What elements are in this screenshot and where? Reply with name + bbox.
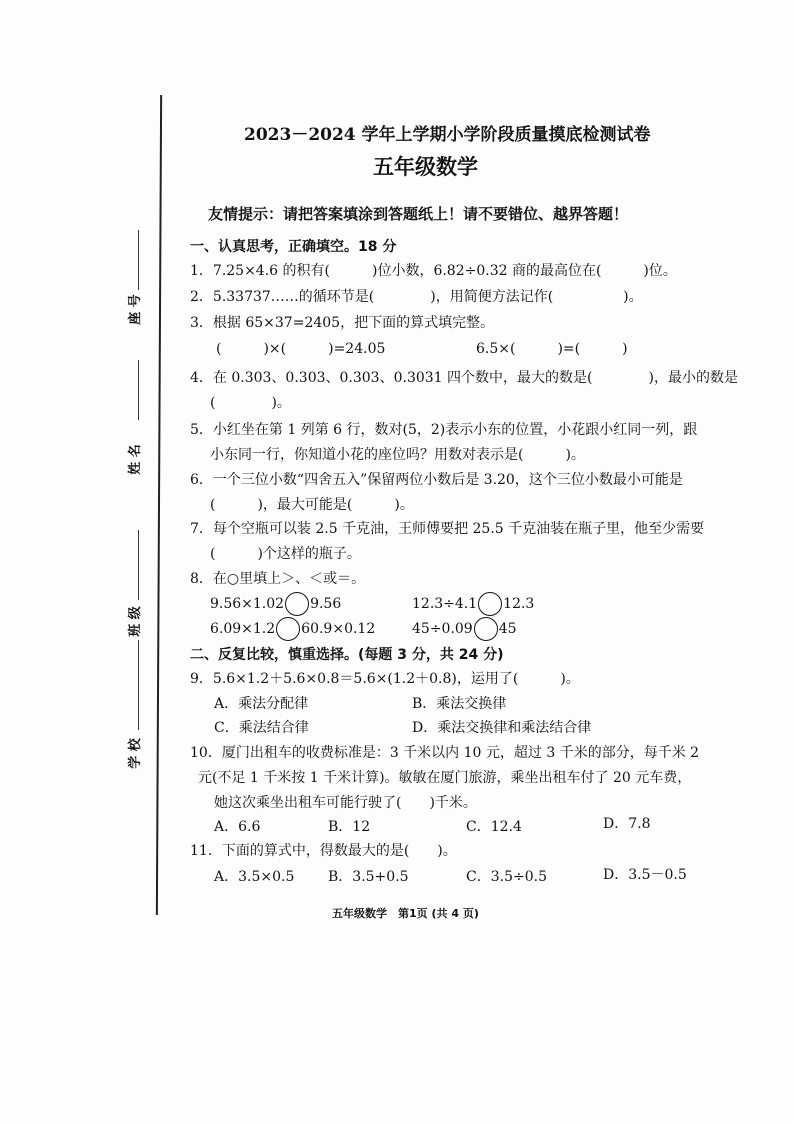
q9-option-c: C．乘法结合律: [214, 720, 309, 736]
q11-option-c: C．3.5÷0.5: [466, 869, 547, 885]
q9-option-d: D．乘法交换律和乘法结合律: [412, 720, 592, 736]
question-4a: 4．在 0.303、0.303、0.303、0.3031 四个数中，最大的数是( )，最小的数是: [190, 370, 738, 386]
compare-circle-2[interactable]: [478, 592, 502, 616]
q10-option-a: A．6.6: [214, 819, 261, 835]
question-3b: 6.5×( )=( ): [476, 341, 628, 357]
side-school-label: 学 校: [127, 738, 143, 769]
name-line: [138, 360, 139, 420]
compare-1-right: 9.56: [310, 596, 342, 612]
question-3a: ( )×( )=24.05: [216, 341, 386, 357]
question-10b: 元(不足 1 千米按 1 千米计算)。敏敏在厦门旅游，乘坐出租车付了 20 元车费，: [198, 770, 692, 786]
compare-3-right: 60.9×0.12: [301, 621, 376, 637]
question-10a: 10．厦门出租车的收费标准是：3 千米以内 10 元，超过 3 千米的部分，每千米 2: [190, 745, 700, 761]
compare-1-left: 9.56×1.02: [210, 596, 285, 612]
question-6b: ( )，最大可能是( )。: [210, 497, 414, 513]
class-line: [138, 530, 139, 600]
question-1: 1．7.25×4.6 的积有( )位小数，6.82÷0.32 商的最高位在( )位。: [190, 263, 677, 279]
compare-3-left: 6.09×1.2: [210, 621, 276, 637]
compare-circle-1[interactable]: [285, 592, 309, 616]
side-seat-label: 座 号: [127, 294, 143, 325]
compare-circle-3[interactable]: [276, 617, 300, 641]
question-7a: 7．每个空瓶可以装 2.5 千克油，王师傅要把 25.5 千克油装在瓶子里，他至少需要: [190, 521, 705, 537]
compare-4-right: 45: [498, 621, 517, 637]
exam-title: 2023－2024 学年上学期小学阶段质量摸底检测试卷: [244, 125, 651, 145]
compare-row-2: [412, 592, 534, 616]
q9-option-a: A．乘法分配律: [214, 696, 309, 712]
compare-2-right: 12.3: [503, 596, 535, 612]
question-8: 8．在○里填上＞、＜或＝。: [190, 571, 366, 587]
question-11: 11．下面的算式中，得数最大的是( )。: [190, 843, 457, 859]
question-6a: 6．一个三位小数“四舍五入”保留两位小数后是 3.20，这个三位小数最小可能是: [190, 472, 683, 488]
compare-row-4: [412, 617, 517, 641]
q10-option-c: C．12.4: [466, 819, 522, 835]
q10-option-d: D．7.8: [603, 816, 651, 832]
school-line: [138, 640, 139, 730]
section2-title: 二、反复比较，慎重选择。(每题 3 分，共 24 分): [190, 647, 504, 663]
side-class-label: 班 级: [127, 606, 143, 637]
question-9: 9．5.6×1.2＋5.6×0.8＝5.6×(1.2＋0.8)，运用了( )。: [190, 671, 580, 687]
page-footer: 五年级数学 第1页 (共 4 页): [332, 907, 479, 920]
exam-subtitle: 五年级数学: [373, 154, 478, 179]
question-4b: ( )。: [210, 395, 291, 411]
question-2: 2．5.33737……的循环节是( )，用简便方法记作( )。: [190, 289, 643, 305]
compare-4-left: 45÷0.09: [412, 621, 473, 637]
question-10c: 她这次乘坐出租车可能行驶了( )千米。: [214, 795, 477, 811]
question-3: 3．根据 65×37=2405，把下面的算式填完整。: [190, 315, 495, 331]
compare-2-left: 12.3÷4.1: [412, 596, 478, 612]
question-5a: 5．小红坐在第 1 列第 6 行，数对(5，2)表示小东的位置，小花跟小红同一列，跟: [190, 422, 698, 438]
question-7b: ( )个这样的瓶子。: [210, 546, 361, 562]
q11-option-a: A．3.5×0.5: [214, 869, 295, 885]
exam-tip: 友情提示：请把答案填涂到答题纸上！请不要错位、越界答题！: [208, 205, 629, 223]
section1-title: 一、认真思考，正确填空。18 分: [190, 239, 397, 255]
q9-option-b: B．乘法交换律: [412, 696, 507, 712]
q11-option-d: D．3.5－0.5: [603, 867, 687, 883]
compare-circle-4[interactable]: [474, 617, 498, 641]
compare-row-3: [210, 617, 375, 641]
side-name-label: 姓 名: [127, 444, 143, 475]
q10-option-b: B．12: [328, 819, 371, 835]
compare-row-1: [210, 592, 341, 616]
binding-line: [156, 95, 162, 915]
seat-line: [138, 230, 139, 290]
question-5b: 小东同一行，你知道小花的座位吗？用数对表示是( )。: [210, 447, 585, 463]
q11-option-b: B．3.5+0.5: [328, 869, 409, 885]
